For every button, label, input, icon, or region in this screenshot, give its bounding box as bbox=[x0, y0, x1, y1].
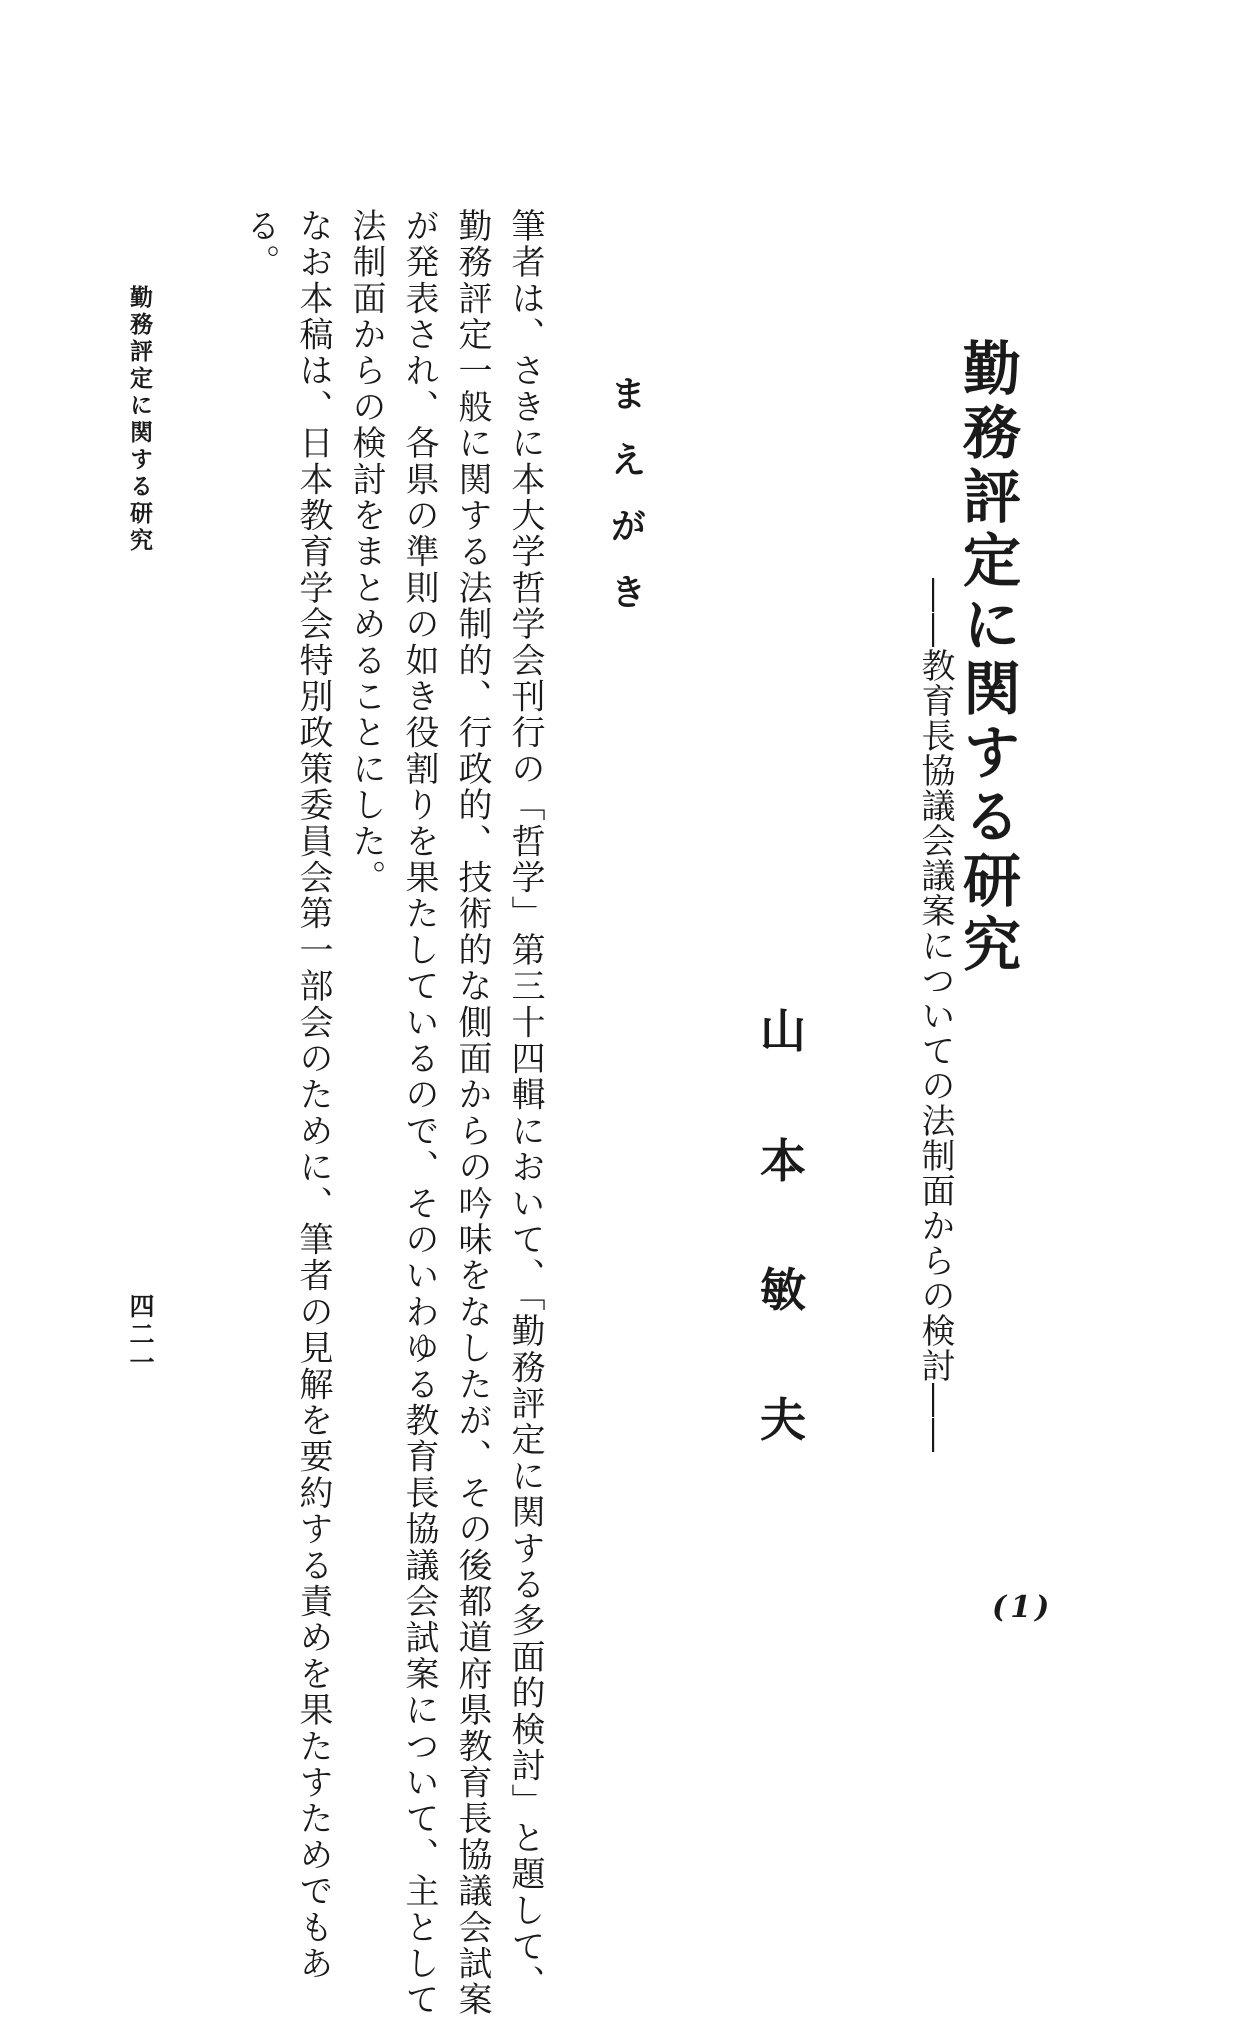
body-line: 勤務評定一般に関する法制的、行政的、技術的な側面からの吟味をなしたが、その後都道府県教育長協議会試案 bbox=[452, 208, 492, 2018]
author-char: 山 bbox=[760, 1004, 806, 1058]
body-line: る。 bbox=[240, 208, 280, 281]
body-line: 筆者は、さきに本大学哲学会刊行の「哲学」第三十四輯において、「勤務評定に関する多面的検討」と題して、 bbox=[505, 208, 545, 2001]
author-name bbox=[760, 1004, 806, 1447]
author-char: 本 bbox=[760, 1133, 806, 1188]
article-title: 勤務評定に関する研究 bbox=[953, 338, 1021, 978]
body-line: なお本稿は、日本教育学会特別政策委員会第一部会のために、筆者の見解を要約する責めを果たすためでもあ bbox=[293, 208, 333, 1982]
running-head: 勤務評定に関する研究 bbox=[126, 285, 153, 555]
section-heading: まえがき bbox=[605, 375, 647, 639]
body-line: 法制面からの検討をまとめることにした。 bbox=[346, 208, 386, 896]
author-char: 夫 bbox=[760, 1392, 806, 1447]
article-subtitle: ――教育長協議会議案についての法制面からの検討―― bbox=[915, 578, 955, 1453]
page-number: (1) bbox=[992, 1590, 1054, 1625]
body-line: が発表され、各県の準則の如き役割りを果たしているので、そのいわゆる教育長協議会試案について、主として bbox=[399, 208, 439, 2018]
author-char: 敏 bbox=[760, 1263, 806, 1318]
page-number-kanji: 四二一 bbox=[126, 1293, 155, 1377]
